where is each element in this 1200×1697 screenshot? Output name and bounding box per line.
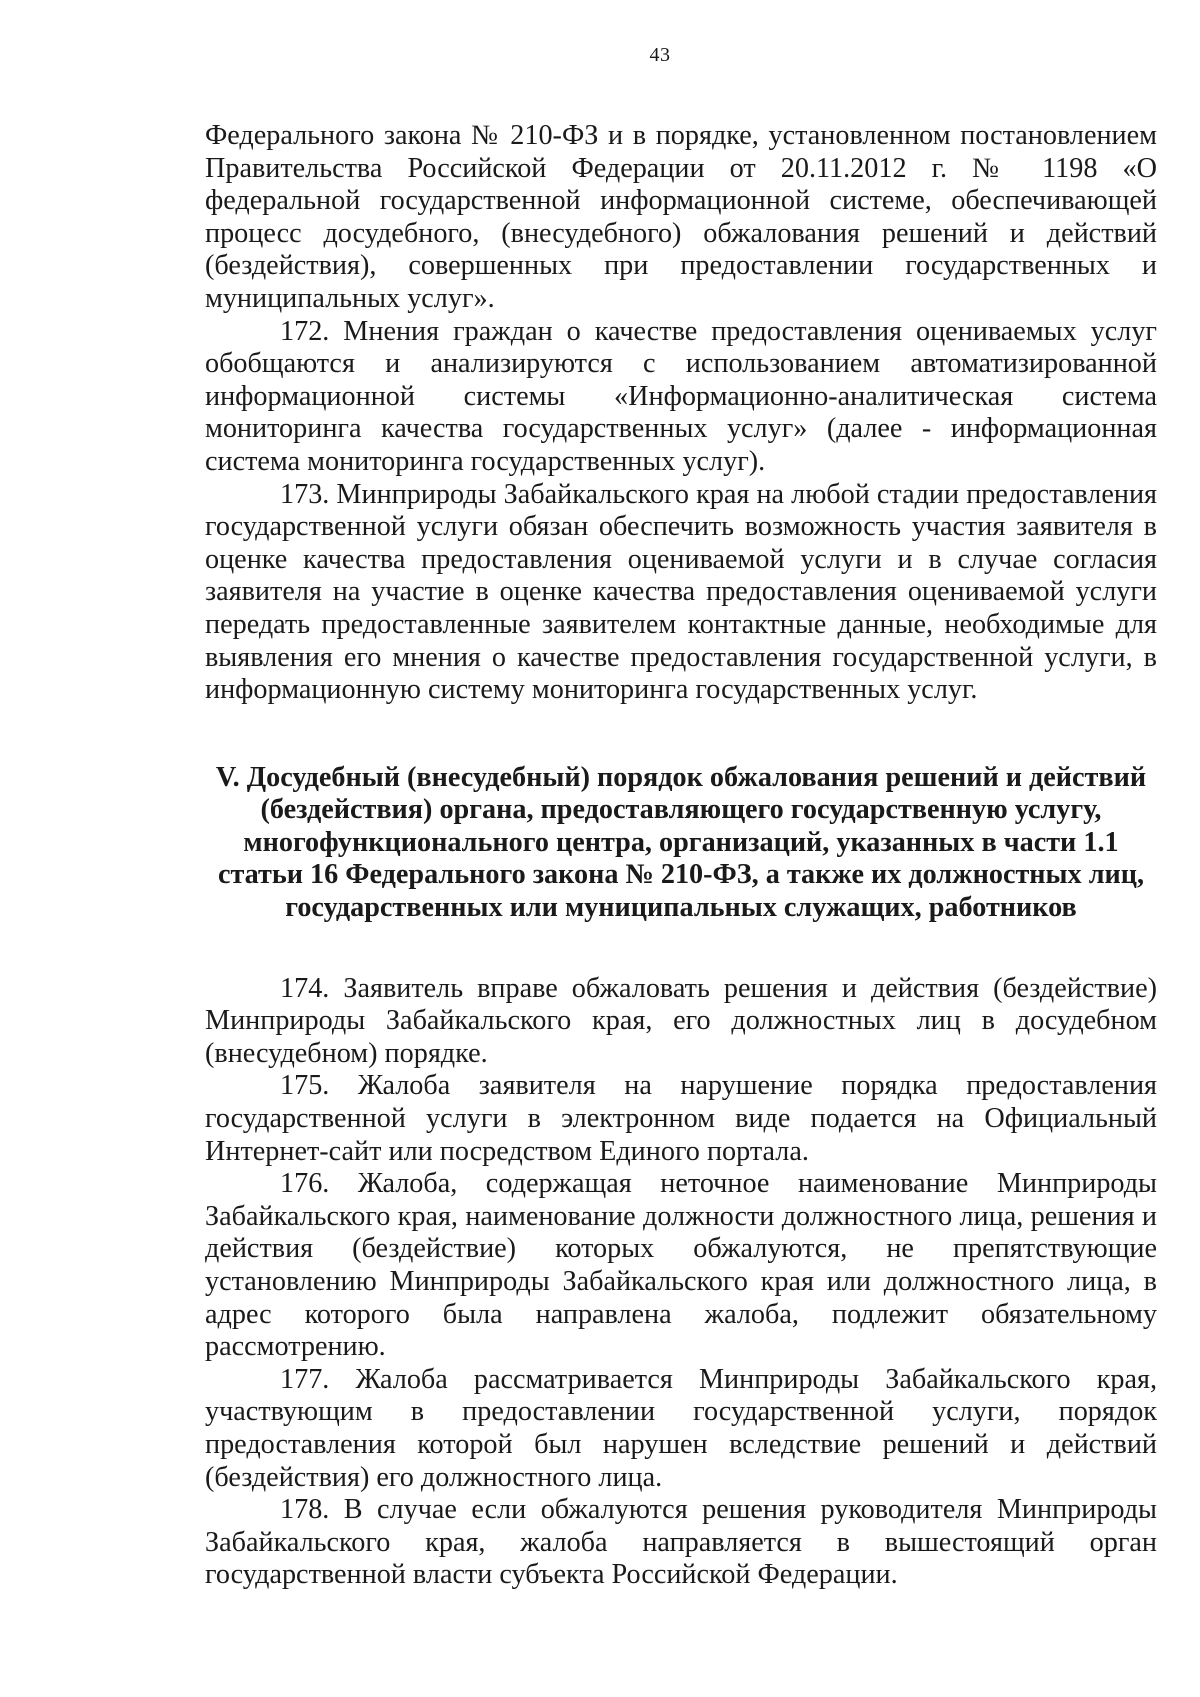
paragraph-173: 173. Минприроды Забайкальского края на любой стадии предоставления государственной услуги обязан обеспечить возможность участия заявителя в оценке качества предоставления оцениваемой услуги и в случае согласия заявителя на участие в оценке качества предоставления оцениваемой услуги передать предоставленные заявителем контактные данные, необходимые для выявления его мнения о качестве предоставления государственной услуги, в информационную систему мониторинга государственных услуг.: [205, 478, 1157, 706]
document-body: [205, 120, 1157, 1592]
paragraph-172: 172. Мнения граждан о качестве предоставления оцениваемых услуг обобщаются и анализируются с использованием автоматизированной информационной системы «Информационно-аналитическая система мониторинга качества государственных услуг» (далее - информационная система мониторинга государственных услуг).: [205, 315, 1157, 477]
page-number: 43: [649, 44, 671, 66]
paragraph-175: 175. Жалоба заявителя на нарушение порядка предоставления государственной услуги в электронном виде подается на Официальный Интернет-сайт или посредством Единого портала.: [205, 1070, 1157, 1167]
section-heading: V. Досудебный (внесудебный) порядок обжалования решений и действий (бездействия) органа, предоставляющего государственную услугу, многофункционального центра, организаций, указанных в части 1.1 статьи 16 Федерального закона № 210-ФЗ, а также их должностных лиц, государственных или муниципальных служащих, работников: [215, 761, 1147, 924]
paragraph-174: 174. Заявитель вправе обжаловать решения и действия (бездействие) Минприроды Забайкальского края, его должностных лиц в досудебном (внесудебном) порядке.: [205, 972, 1157, 1069]
paragraph-intro: Федерального закона № 210-ФЗ и в порядке, установленном постановлением Правительства Российской Федерации от 20.11.2012 г. № 1198 «О федеральной государственной информационной системе, обеспечивающей процесс досудебного, (внесудебного) обжалования решений и действий (бездействия), совершенных при предоставлении государственных и муниципальных услуг».: [205, 120, 1157, 314]
heading-spacer: [205, 925, 1157, 973]
section-spacer: [205, 707, 1157, 762]
paragraph-176: 176. Жалоба, содержащая неточное наименование Минприроды Забайкальского края, наименование должности должностного лица, решения и действия (бездействие) которых обжалуются, не препятствующие установлению Минприроды Забайкальского края или должностного лица, в адрес которого была направлена жалоба, подлежит обязательному рассмотрению.: [205, 1168, 1157, 1363]
paragraph-177: 177. Жалоба рассматривается Минприроды Забайкальского края, участвующим в предоставлении государственной услуги, порядок предоставления которой был нарушен вследствие решений и действий (бездействия) его должностного лица.: [205, 1363, 1157, 1493]
paragraph-178: 178. В случае если обжалуются решения руководителя Минприроды Забайкальского края, жалоба направляется в вышестоящий орган государственной власти субъекта Российской Федерации.: [205, 1494, 1157, 1591]
